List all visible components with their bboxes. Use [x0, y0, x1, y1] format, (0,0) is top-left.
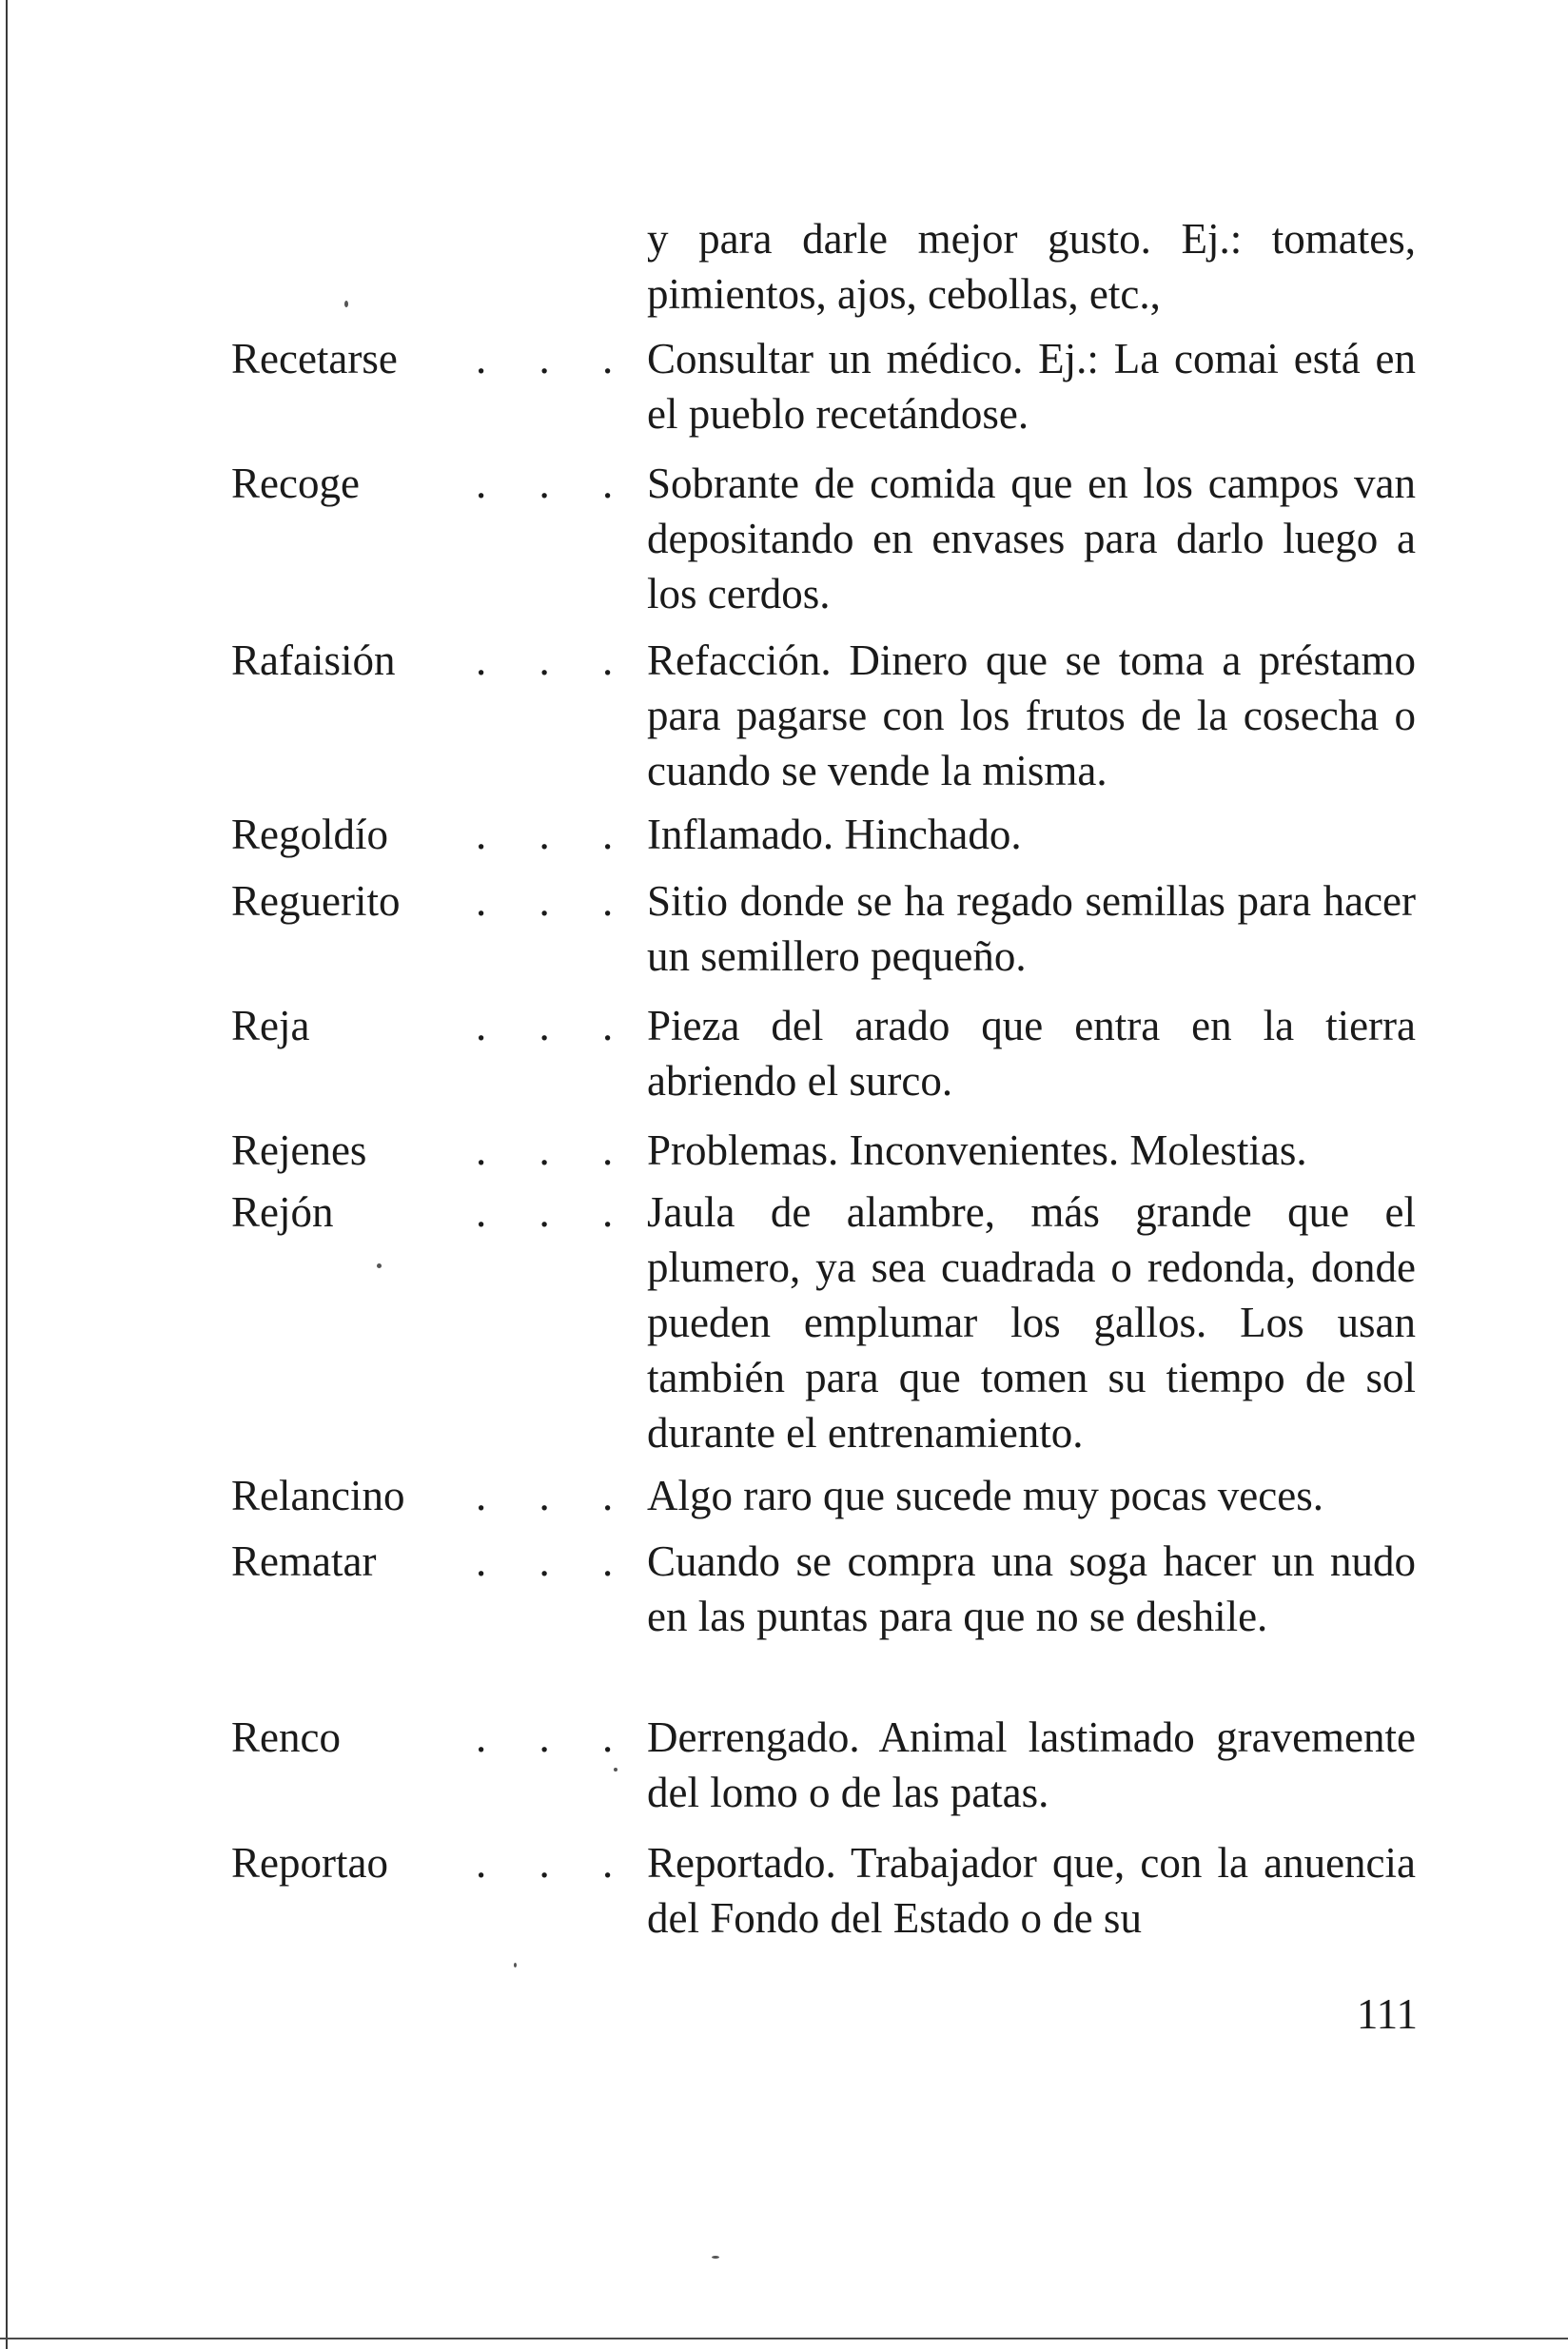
entry-term: Recoge — [231, 460, 360, 507]
dot-leader: . . . — [476, 1188, 635, 1236]
dot-leader: . . . — [476, 877, 635, 925]
entry-definition: Reportado. Trabajador que, con la anuencia del Fondo del Estado o de su — [647, 1839, 1416, 1942]
dot-leader: . . . — [476, 1839, 635, 1887]
dot-leader: . . . — [476, 811, 635, 858]
entry-definition: Algo raro que sucede muy pocas veces. — [647, 1472, 1323, 1519]
page-number: 111 — [1356, 1990, 1418, 2038]
scan-speck — [614, 1768, 617, 1772]
entry-definition: Cuando se compra una soga hacer un nudo en las puntas para que no se deshile. — [647, 1537, 1416, 1640]
entry-term: Renco — [231, 1713, 341, 1761]
entry-definition: Jaula de alambre, más grande que el plumero, ya sea cuadrada o redonda, donde pueden emplumar los gallos. Los usan también para que tomen su tiempo de sol durante el entrenamiento. — [647, 1188, 1416, 1457]
dot-leader: . . . — [476, 636, 635, 684]
scan-speck — [514, 1963, 517, 1967]
entry-definition: Consultar un médico. Ej.: La comai está en el pueblo recetándose. — [647, 335, 1416, 438]
entry-definition: Derrengado. Animal lastimado gravemente del lomo o de las patas. — [647, 1713, 1416, 1816]
entry-definition: Problemas. Inconvenientes. Molestias. — [647, 1126, 1307, 1174]
dot-leader: . . . — [476, 1472, 635, 1519]
dot-leader: . . . — [476, 1713, 635, 1761]
entry-definition: Pieza del arado que entra en la tierra abriendo el surco. — [647, 1002, 1416, 1105]
scan-edge-left — [6, 0, 8, 2349]
entry-term: Recetarse — [231, 335, 398, 382]
entry-term: Regoldío — [231, 811, 388, 858]
entry-term: Reportao — [231, 1839, 388, 1887]
entry-definition: Sitio donde se ha regado semillas para hacer un semillero pequeño. — [647, 877, 1416, 980]
entry-term: Rematar — [231, 1537, 377, 1585]
dot-leader: . . . — [476, 335, 635, 382]
continued-definition: y para darle mejor gusto. Ej.: tomates, pimientos, ajos, cebollas, etc., — [647, 215, 1416, 318]
dot-leader: . . . — [476, 1002, 635, 1049]
entry-definition: Sobrante de comida que en los campos van depositando en envases para darlo luego a los cerdos. — [647, 460, 1416, 617]
entry-term: Rejenes — [231, 1126, 367, 1174]
scan-speck — [344, 301, 348, 307]
scan-edge-bottom — [0, 2338, 1568, 2339]
entry-definition: Refacción. Dinero que se toma a préstamo para pagarse con los frutos de la cosecha o cuando se vende la misma. — [647, 636, 1416, 794]
dot-leader: . . . — [476, 460, 635, 507]
dot-leader: . . . — [476, 1126, 635, 1174]
entry-term: Rafaisión — [231, 636, 396, 684]
entry-term: Relancino — [231, 1472, 405, 1519]
entry-definition: Inflamado. Hinchado. — [647, 811, 1022, 858]
scan-speck — [377, 1263, 382, 1268]
dot-leader: . . . — [476, 1537, 635, 1585]
entry-term: Reja — [231, 1002, 310, 1049]
entry-term: Reguerito — [231, 877, 401, 925]
scan-speck — [712, 2256, 719, 2259]
entry-term: Rejón — [231, 1188, 334, 1236]
